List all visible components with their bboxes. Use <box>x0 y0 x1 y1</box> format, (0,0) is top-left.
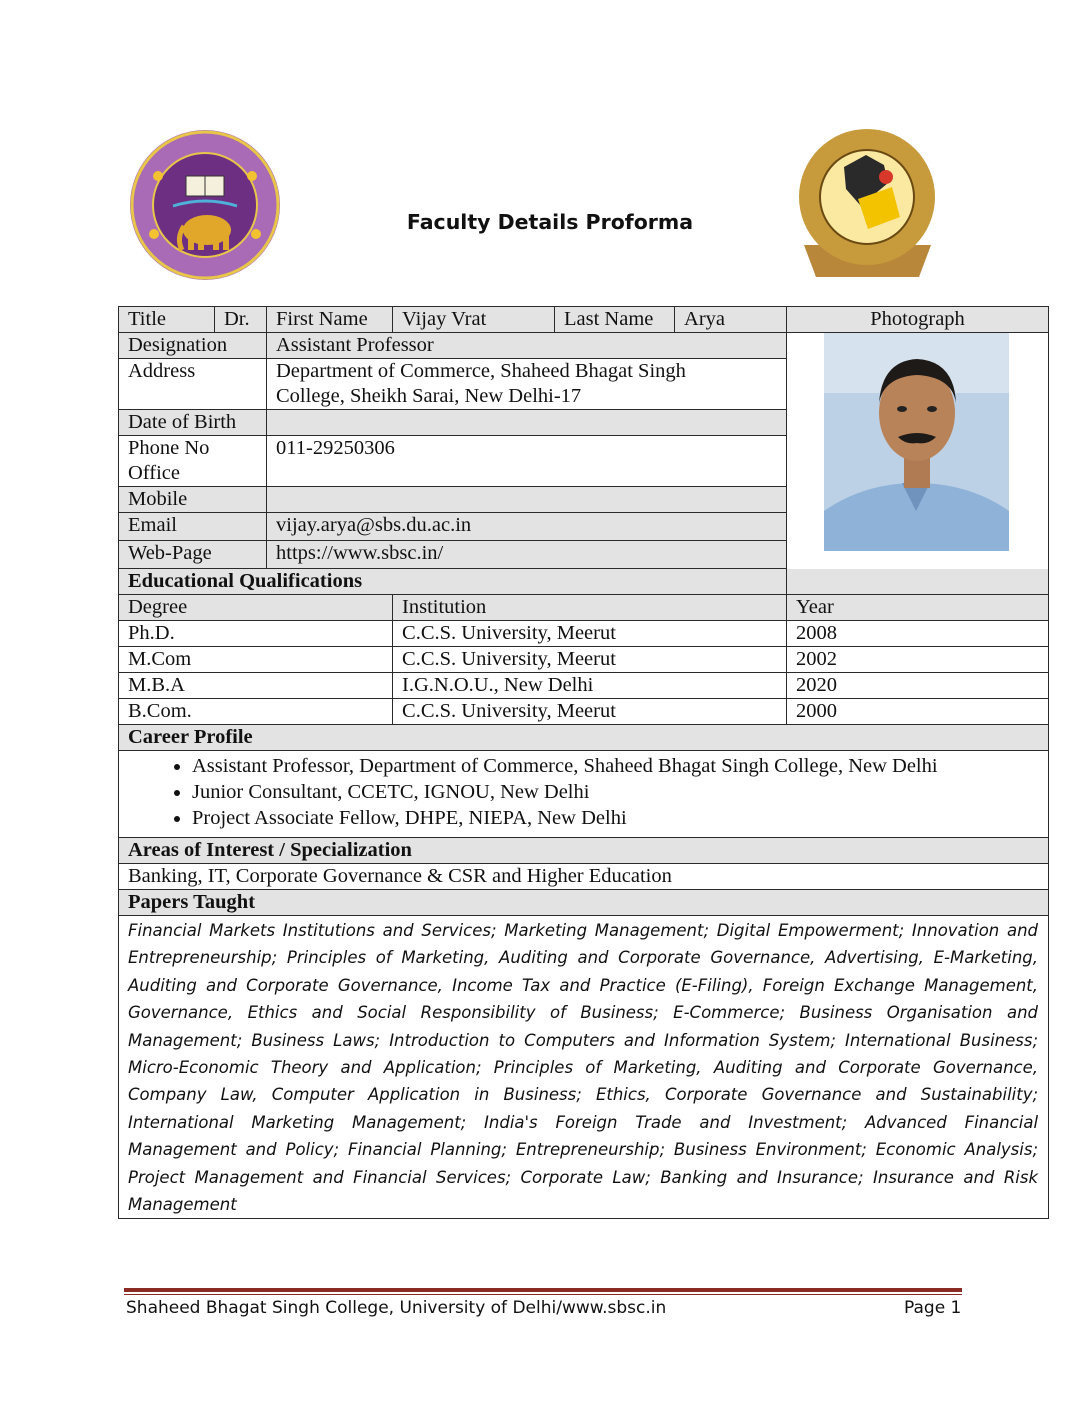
education-year: 2000 <box>787 699 1049 725</box>
footer-text: Shaheed Bhagat Singh College, University of Delhi/www.sbsc.in <box>126 1298 667 1318</box>
papers-heading: Papers Taught <box>119 890 1049 916</box>
education-column-header: Institution <box>393 595 787 621</box>
dob-label: Date of Birth <box>119 410 267 436</box>
webpage-label: Web-Page <box>119 541 267 569</box>
dob-value <box>267 410 787 436</box>
sbsc-logo <box>796 127 939 282</box>
mobile-label: Mobile <box>119 487 267 513</box>
list-item: • Junior Consultant, CCETC, IGNOU, New Delhi <box>192 779 1048 805</box>
education-year: 2020 <box>787 673 1049 699</box>
education-heading: Educational Qualifications <box>119 569 1049 595</box>
papers-cell <box>119 916 1049 1219</box>
education-degree: Ph.D. <box>119 621 393 647</box>
title-label: Title <box>119 307 215 333</box>
education-header-row <box>119 595 1049 621</box>
name-row <box>119 307 1049 333</box>
education-degree: M.B.A <box>119 673 393 699</box>
address-value: Department of Commerce, Shaheed Bhagat Singh College, Sheikh Sarai, New Delhi-17 <box>267 359 787 410</box>
last-name-label: Last Name <box>555 307 675 333</box>
education-column-header: Year <box>787 595 1049 621</box>
phone-value: 011-29250306 <box>267 436 787 487</box>
faculty-photograph <box>824 333 1009 551</box>
designation-value: Assistant Professor <box>267 333 787 359</box>
footer-rule-thin <box>124 1294 962 1295</box>
interests-text: Banking, IT, Corporate Governance & CSR and Higher Education <box>119 864 1049 890</box>
education-institution: C.C.S. University, Meerut <box>393 699 787 725</box>
faculty-details-table <box>118 306 1049 1219</box>
education-institution: I.G.N.O.U., New Delhi <box>393 673 787 699</box>
education-institution: C.C.S. University, Meerut <box>393 647 787 673</box>
mobile-value <box>267 487 787 513</box>
designation-label: Designation <box>119 333 267 359</box>
career-heading: Career Profile <box>119 725 1049 751</box>
first-name-label: First Name <box>267 307 393 333</box>
address-label: Address <box>119 359 267 410</box>
webpage-value[interactable]: https://www.sbsc.in/ <box>267 541 787 569</box>
list-item: • Project Associate Fellow, DHPE, NIEPA, New Delhi <box>192 805 1048 831</box>
table-row <box>119 647 1049 673</box>
list-item: • Assistant Professor, Department of Commerce, Shaheed Bhagat Singh College, New Delhi <box>192 753 1048 779</box>
university-of-delhi-logo <box>128 128 283 283</box>
footer-rule <box>124 1288 962 1292</box>
table-row <box>119 673 1049 699</box>
phone-label: Phone No Office <box>119 436 267 487</box>
email-label: Email <box>119 513 267 541</box>
last-name-value: Arya <box>675 307 787 333</box>
education-institution: C.C.S. University, Meerut <box>393 621 787 647</box>
first-name-value: Vijay Vrat <box>393 307 555 333</box>
education-degree: B.Com. <box>119 699 393 725</box>
table-row <box>119 699 1049 725</box>
career-list <box>128 753 1048 831</box>
education-column-header: Degree <box>119 595 393 621</box>
photograph-cell <box>787 333 1049 595</box>
interests-heading: Areas of Interest / Specialization <box>119 838 1049 864</box>
page-title: Faculty Details Proforma <box>406 210 694 234</box>
email-value[interactable]: vijay.arya@sbs.du.ac.in <box>267 513 787 541</box>
title-value: Dr. <box>215 307 267 333</box>
education-degree: M.Com <box>119 647 393 673</box>
table-row <box>119 621 1049 647</box>
papers-text: Financial Markets Institutions and Services; Marketing Management; Digital Empowerment; Innovation and Entrepreneurship; Principles of Marketing, Auditing and Corporate Governance, Advertising, E-Marketing, Auditing and Corporate Governance, Income Tax and Practice (E-Filing), Foreign Exchange Management, Governance, Ethics and Social Responsibility of Business; E-Commerce; Business Organisation and Management; Business Laws; Introduction to Computers and Information System; International Business; Micro-Economic Theory and Application; Principles of Marketing, Auditing and Corporate Governance, Company Law, Computer Application in Business; Ethics, Corporate Governance and Sustainability; International Marketing Management; India's Foreign Trade and Investment; Advanced Financial Management and Policy; Financial Planning; Entrepreneurship; Business Environment; Economic Analysis; Project Management and Financial Services; Corporate Law; Banking and Insurance; Insurance and Risk Management <box>128 921 1039 1215</box>
photograph-label: Photograph <box>787 307 1049 333</box>
career-list-cell <box>119 751 1049 838</box>
page-number: Page 1 <box>904 1298 962 1318</box>
education-year: 2008 <box>787 621 1049 647</box>
education-year: 2002 <box>787 647 1049 673</box>
